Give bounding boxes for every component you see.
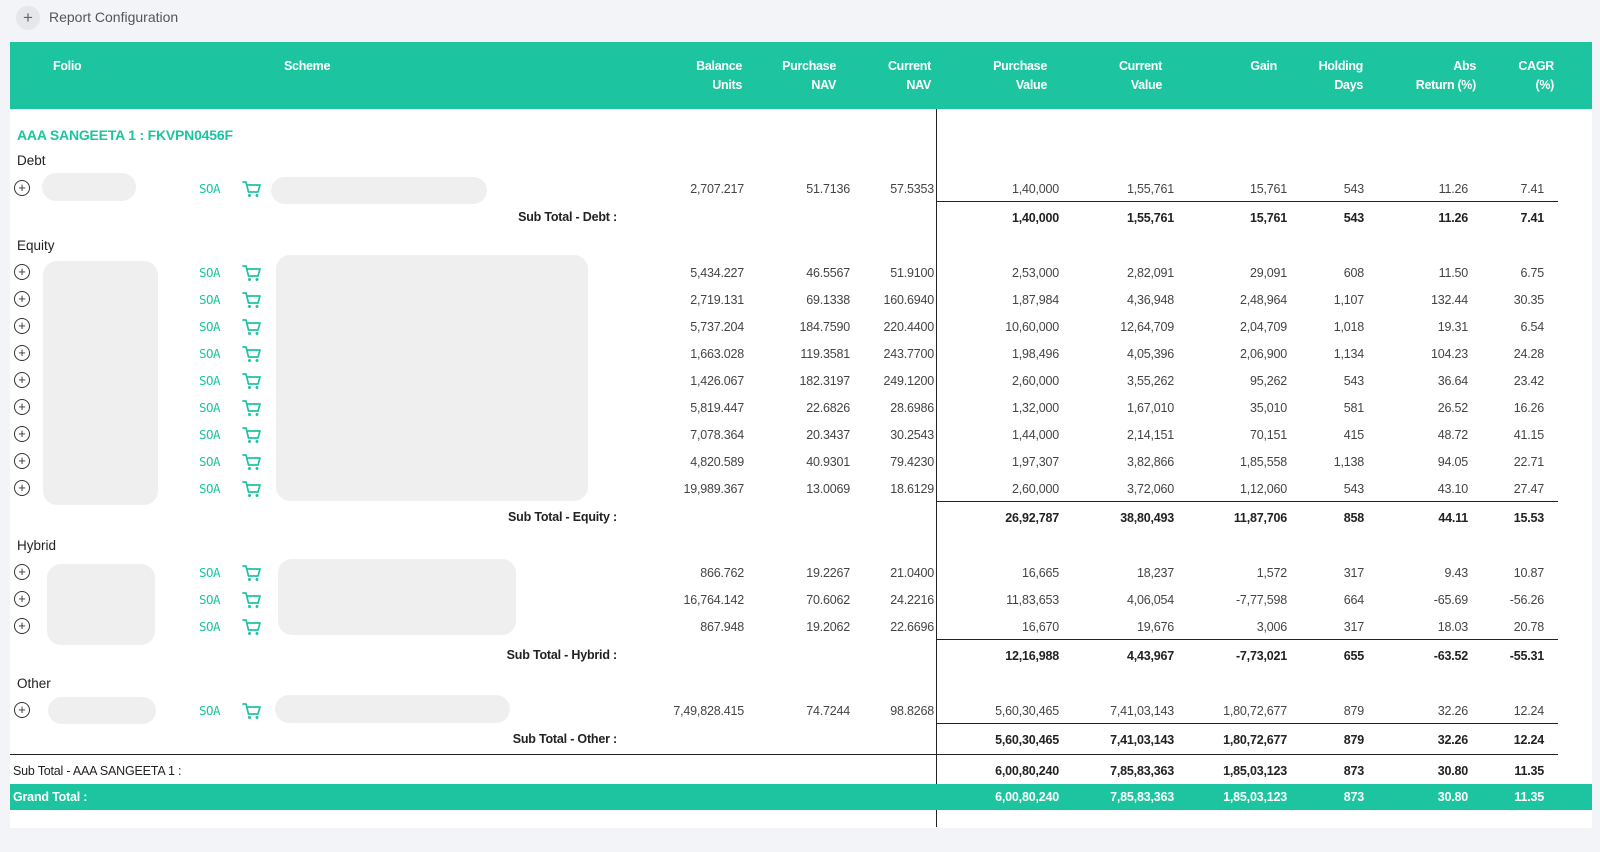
table-cell: 1,55,761 — [1126, 182, 1174, 196]
col-abs-return[interactable]: Abs Return (%) — [1415, 59, 1476, 92]
table-cell: 22.6696 — [890, 620, 934, 634]
soa-link[interactable]: SOA — [199, 703, 221, 718]
grand-total-label: Grand Total : — [13, 790, 88, 804]
table-cell: 664 — [1343, 593, 1364, 607]
table-cell: 9.43 — [1444, 566, 1468, 580]
table-body — [10, 42, 1592, 828]
table-cell: 98.8268 — [890, 704, 934, 718]
col-current-value[interactable]: Current Value — [1118, 59, 1162, 92]
table-cell: 3,82,866 — [1126, 455, 1174, 469]
soa-link[interactable]: SOA — [199, 481, 221, 496]
table-cell: 30.2543 — [890, 428, 934, 442]
table-cell: 24.2216 — [890, 593, 934, 607]
table-cell: 543 — [1343, 182, 1364, 196]
report-config-bar — [0, 0, 1600, 40]
investor-subtotal-cell: 7,85,83,363 — [1110, 764, 1174, 778]
redacted-block — [43, 261, 158, 505]
table-cell: 43.10 — [1437, 482, 1468, 496]
table-cell: 19,989.367 — [683, 482, 744, 496]
table-cell: 6.54 — [1520, 320, 1544, 334]
cart-icon[interactable] — [242, 702, 262, 720]
subtotal-cell: -55.31 — [1509, 649, 1544, 663]
table-cell: 7,41,03,143 — [1110, 704, 1174, 718]
investor-subtotal-label: Sub Total - AAA SANGEETA 1 : — [13, 764, 182, 778]
cart-icon[interactable] — [242, 591, 262, 609]
investor-divider — [10, 754, 1558, 755]
table-cell: 1,98,496 — [1011, 347, 1059, 361]
redacted-block — [276, 255, 588, 501]
grand-total-cell: 6,00,80,240 — [995, 790, 1059, 804]
table-cell: 182.3197 — [799, 374, 850, 388]
subtotal-cell: 11.26 — [1438, 211, 1468, 225]
investor-subtotal-cell: 30.80 — [1437, 764, 1468, 778]
table-cell: 5,819.447 — [690, 401, 744, 415]
cart-icon[interactable] — [242, 426, 262, 444]
table-cell: 51.7136 — [806, 182, 850, 196]
redacted-block — [275, 695, 510, 723]
investor-name[interactable]: AAA SANGEETA 1 : FKVPN0456F — [17, 127, 233, 143]
subtotal-divider — [936, 201, 1558, 202]
table-cell: 70,151 — [1249, 428, 1287, 442]
table-cell: 4,36,948 — [1126, 293, 1174, 307]
table-cell: 18,237 — [1136, 566, 1174, 580]
table-cell: -7,77,598 — [1235, 593, 1287, 607]
investor-subtotal-cell: 11.35 — [1514, 764, 1544, 778]
table-cell: 317 — [1343, 620, 1364, 634]
table-cell: 2,14,151 — [1126, 428, 1174, 442]
table-cell: 21.0400 — [890, 566, 934, 580]
soa-link[interactable]: SOA — [199, 265, 221, 280]
soa-link[interactable]: SOA — [199, 592, 221, 607]
table-cell: 19.2062 — [806, 620, 850, 634]
table-cell: 2,707.217 — [690, 182, 744, 196]
table-cell: 48.72 — [1437, 428, 1468, 442]
table-cell: 95,262 — [1249, 374, 1287, 388]
expand-row-icon[interactable]: + — [14, 399, 30, 415]
table-cell: 11.26 — [1438, 182, 1468, 196]
table-cell: 46.5567 — [806, 266, 850, 280]
redacted-block — [48, 697, 156, 724]
col-scheme[interactable]: Scheme — [284, 59, 331, 73]
table-cell: 16,670 — [1021, 620, 1059, 634]
table-cell: 5,434.227 — [690, 266, 744, 280]
table-cell: 2,04,709 — [1239, 320, 1287, 334]
soa-link[interactable]: SOA — [199, 292, 221, 307]
table-cell: 18.6129 — [890, 482, 934, 496]
table-cell: 23.42 — [1513, 374, 1544, 388]
col-balance-units[interactable]: Balance Units — [696, 59, 742, 92]
table-cell: 608 — [1343, 266, 1364, 280]
table-cell: 2,719.131 — [690, 293, 744, 307]
table-cell: 867.948 — [700, 620, 744, 634]
table-cell: 28.6986 — [890, 401, 934, 415]
table-cell: 18.03 — [1437, 620, 1468, 634]
table-cell: 30.35 — [1513, 293, 1544, 307]
grand-total-cell: 7,85,83,363 — [1110, 790, 1174, 804]
subtotal-divider — [936, 639, 1558, 640]
expand-row-icon[interactable]: + — [14, 372, 30, 388]
table-cell: 20.78 — [1513, 620, 1544, 634]
col-folio[interactable]: Folio — [53, 59, 82, 73]
redacted-block — [278, 559, 516, 635]
table-cell: 184.7590 — [799, 320, 850, 334]
table-cell: 1,87,984 — [1011, 293, 1059, 307]
table-cell: 1,85,558 — [1239, 455, 1287, 469]
soa-link[interactable]: SOA — [199, 619, 221, 634]
expand-row-icon[interactable]: + — [14, 564, 30, 580]
grand-total-cell: 11.35 — [1514, 790, 1544, 804]
table-cell: 7,078.364 — [690, 428, 744, 442]
table-cell: 32.26 — [1437, 704, 1468, 718]
investor-subtotal-cell: 1,85,03,123 — [1223, 764, 1287, 778]
soa-link[interactable]: SOA — [199, 181, 221, 196]
table-cell: 1,97,307 — [1011, 455, 1059, 469]
table-cell: 1,80,72,677 — [1223, 704, 1287, 718]
subtotal-cell: 543 — [1343, 211, 1364, 225]
table-cell: 6.75 — [1520, 266, 1544, 280]
table-cell: 22.6826 — [806, 401, 850, 415]
subtotal-cell: 11,87,706 — [1233, 511, 1287, 525]
table-cell: 29,091 — [1249, 266, 1287, 280]
cart-icon[interactable] — [242, 291, 262, 309]
subtotal-cell: -7,73,021 — [1235, 649, 1287, 663]
grand-total-cell: 1,85,03,123 — [1223, 790, 1287, 804]
subtotal-cell: 1,40,000 — [1011, 211, 1059, 225]
category-heading: Debt — [17, 153, 46, 168]
table-cell: 15,761 — [1249, 182, 1287, 196]
col-current-nav[interactable]: Current NAV — [887, 59, 931, 92]
soa-link[interactable]: SOA — [199, 565, 221, 580]
table-cell: 10,60,000 — [1005, 320, 1059, 334]
subtotal-cell: 32.26 — [1437, 733, 1468, 747]
table-cell: 2,53,000 — [1011, 266, 1059, 280]
table-cell: 41.15 — [1513, 428, 1544, 442]
subtotal-cell: -63.52 — [1433, 649, 1468, 663]
subtotal-cell: 7,41,03,143 — [1110, 733, 1174, 747]
table-cell: 2,82,091 — [1126, 266, 1174, 280]
soa-link[interactable]: SOA — [199, 373, 221, 388]
table-cell: 2,48,964 — [1239, 293, 1287, 307]
table-cell: 5,737.204 — [690, 320, 744, 334]
cart-icon[interactable] — [242, 618, 262, 636]
expand-row-icon[interactable]: + — [14, 318, 30, 334]
table-cell: 317 — [1343, 566, 1364, 580]
subtotal-cell: 7.41 — [1520, 211, 1544, 225]
table-cell: 1,018 — [1333, 320, 1364, 334]
table-cell: 16,665 — [1021, 566, 1059, 580]
col-purchase-nav[interactable]: Purchase NAV — [782, 59, 836, 92]
table-cell: 26.52 — [1437, 401, 1468, 415]
subtotal-label: Sub Total - Hybrid : — [506, 648, 617, 662]
table-cell: 22.71 — [1513, 455, 1544, 469]
table-cell: 51.9100 — [890, 266, 934, 280]
cart-icon[interactable] — [242, 264, 262, 282]
portfolio-table — [10, 42, 1592, 828]
grand-total-row — [10, 784, 1592, 810]
subtotal-cell: 26,92,787 — [1005, 511, 1059, 525]
category-heading: Hybrid — [17, 538, 57, 553]
col-holding-days[interactable]: Holding Days — [1318, 59, 1363, 92]
cart-icon[interactable] — [242, 453, 262, 471]
cart-icon[interactable] — [242, 564, 262, 582]
table-cell: 24.28 — [1513, 347, 1544, 361]
subtotal-divider — [936, 723, 1558, 724]
table-cell: 1,134 — [1333, 347, 1364, 361]
soa-link[interactable]: SOA — [199, 427, 221, 442]
subtotal-cell: 4,43,967 — [1126, 649, 1174, 663]
cart-icon[interactable] — [242, 345, 262, 363]
subtotal-cell: 12.24 — [1513, 733, 1544, 747]
table-cell: 19.2267 — [806, 566, 850, 580]
table-cell: 13.0069 — [806, 482, 850, 496]
investor-subtotal-cell: 873 — [1343, 764, 1364, 778]
table-cell: 94.05 — [1437, 455, 1468, 469]
soa-link[interactable]: SOA — [199, 346, 221, 361]
grand-total-cell: 873 — [1343, 790, 1364, 804]
redacted-block — [271, 177, 487, 204]
table-cell: 4,05,396 — [1126, 347, 1174, 361]
table-cell: 1,138 — [1333, 455, 1364, 469]
table-cell: 160.6940 — [883, 293, 934, 307]
table-cell: 220.4400 — [883, 320, 934, 334]
subtotal-divider — [936, 501, 1558, 502]
subtotal-label: Sub Total - Equity : — [508, 510, 617, 524]
table-cell: 1,32,000 — [1011, 401, 1059, 415]
table-cell: 70.6062 — [806, 593, 850, 607]
cart-icon[interactable] — [242, 480, 262, 498]
table-cell: 543 — [1343, 482, 1364, 496]
table-cell: 19,676 — [1136, 620, 1174, 634]
soa-link[interactable]: SOA — [199, 400, 221, 415]
table-cell: 69.1338 — [806, 293, 850, 307]
cart-icon[interactable] — [242, 318, 262, 336]
table-cell: 40.9301 — [806, 455, 850, 469]
table-cell: 104.23 — [1430, 347, 1468, 361]
table-cell: 1,44,000 — [1011, 428, 1059, 442]
table-cell: 879 — [1343, 704, 1364, 718]
soa-link[interactable]: SOA — [199, 454, 221, 469]
table-cell: 74.7244 — [806, 704, 850, 718]
subtotal-cell: 38,80,493 — [1120, 511, 1174, 525]
table-cell: 2,60,000 — [1011, 374, 1059, 388]
table-cell: 19.31 — [1437, 320, 1468, 334]
col-gain[interactable]: Gain — [1250, 59, 1277, 73]
table-cell: 36.64 — [1437, 374, 1468, 388]
expand-row-icon[interactable]: + — [14, 291, 30, 307]
table-cell: 866.762 — [700, 566, 744, 580]
table-cell: 2,60,000 — [1011, 482, 1059, 496]
table-cell: 16.26 — [1513, 401, 1544, 415]
col-cagr[interactable]: CAGR (%) — [1518, 59, 1554, 92]
table-cell: 543 — [1343, 374, 1364, 388]
table-cell: 7,49,828.415 — [673, 704, 744, 718]
table-cell: 1,12,060 — [1239, 482, 1287, 496]
expand-row-icon[interactable]: + — [14, 480, 30, 496]
table-cell: 11.50 — [1438, 266, 1468, 280]
table-cell: 3,55,262 — [1126, 374, 1174, 388]
table-cell: 581 — [1343, 401, 1364, 415]
expand-row-icon[interactable]: + — [14, 618, 30, 634]
expand-row-icon[interactable]: + — [14, 426, 30, 442]
table-cell: 415 — [1343, 428, 1364, 442]
cart-icon[interactable] — [242, 372, 262, 390]
table-cell: 4,820.589 — [690, 455, 744, 469]
table-cell: 1,663.028 — [690, 347, 744, 361]
subtotal-cell: 655 — [1343, 649, 1364, 663]
table-cell: 57.5353 — [890, 182, 934, 196]
table-cell: 119.3581 — [800, 347, 850, 361]
table-cell: 16,764.142 — [683, 593, 744, 607]
table-cell: 5,60,30,465 — [995, 704, 1059, 718]
soa-link[interactable]: SOA — [199, 319, 221, 334]
table-cell: 79.4230 — [890, 455, 934, 469]
subtotal-cell: 1,55,761 — [1126, 211, 1174, 225]
table-cell: 1,107 — [1333, 293, 1364, 307]
expand-row-icon[interactable]: + — [14, 345, 30, 361]
cart-icon[interactable] — [242, 399, 262, 417]
subtotal-cell: 5,60,30,465 — [995, 733, 1059, 747]
table-cell: 1,67,010 — [1126, 401, 1174, 415]
table-cell: 35,010 — [1249, 401, 1287, 415]
cart-icon[interactable] — [242, 180, 262, 198]
table-cell: 3,72,060 — [1126, 482, 1174, 496]
subtotal-cell: 858 — [1343, 511, 1364, 525]
table-cell: 132.44 — [1430, 293, 1468, 307]
expand-row-icon[interactable]: + — [14, 702, 30, 718]
subtotal-label: Sub Total - Other : — [512, 732, 617, 746]
expand-row-icon[interactable]: + — [14, 591, 30, 607]
table-cell: -65.69 — [1433, 593, 1468, 607]
subtotal-cell: 44.11 — [1438, 511, 1468, 525]
col-purchase-value[interactable]: Purchase Value — [993, 59, 1047, 92]
grand-total-cell: 30.80 — [1437, 790, 1468, 804]
report-config-title[interactable]: Report Configuration — [49, 9, 179, 25]
table-cell: 3,006 — [1256, 620, 1287, 634]
expand-row-icon[interactable]: + — [14, 180, 30, 196]
table-cell: 4,06,054 — [1126, 593, 1174, 607]
expand-row-icon[interactable]: + — [14, 453, 30, 469]
table-cell: 11,83,653 — [1006, 593, 1059, 607]
redacted-block — [47, 564, 155, 645]
redacted-block — [42, 173, 136, 201]
table-cell: 7.41 — [1520, 182, 1544, 196]
table-cell: 1,572 — [1256, 566, 1287, 580]
table-cell: 10.87 — [1513, 566, 1544, 580]
table-cell: 12.24 — [1513, 704, 1544, 718]
table-cell: 12,64,709 — [1120, 320, 1174, 334]
subtotal-cell: 879 — [1343, 733, 1364, 747]
table-cell: 20.3437 — [806, 428, 850, 442]
subtotal-cell: 12,16,988 — [1005, 649, 1059, 663]
subtotal-label: Sub Total - Debt : — [518, 210, 617, 224]
plus-icon[interactable]: + — [16, 6, 40, 30]
table-cell: -56.26 — [1509, 593, 1544, 607]
table-cell: 1,40,000 — [1011, 182, 1059, 196]
table-cell: 1,426.067 — [690, 374, 744, 388]
subtotal-cell: 15.53 — [1513, 511, 1544, 525]
category-heading: Other — [17, 676, 51, 691]
investor-subtotal-cell: 6,00,80,240 — [995, 764, 1059, 778]
table-cell: 27.47 — [1513, 482, 1544, 496]
subtotal-cell: 1,80,72,677 — [1223, 733, 1287, 747]
table-cell: 2,06,900 — [1239, 347, 1287, 361]
expand-row-icon[interactable]: + — [14, 264, 30, 280]
table-cell: 249.1200 — [883, 374, 934, 388]
subtotal-cell: 15,761 — [1249, 211, 1287, 225]
table-cell: 243.7700 — [883, 347, 934, 361]
category-heading: Equity — [17, 238, 55, 253]
